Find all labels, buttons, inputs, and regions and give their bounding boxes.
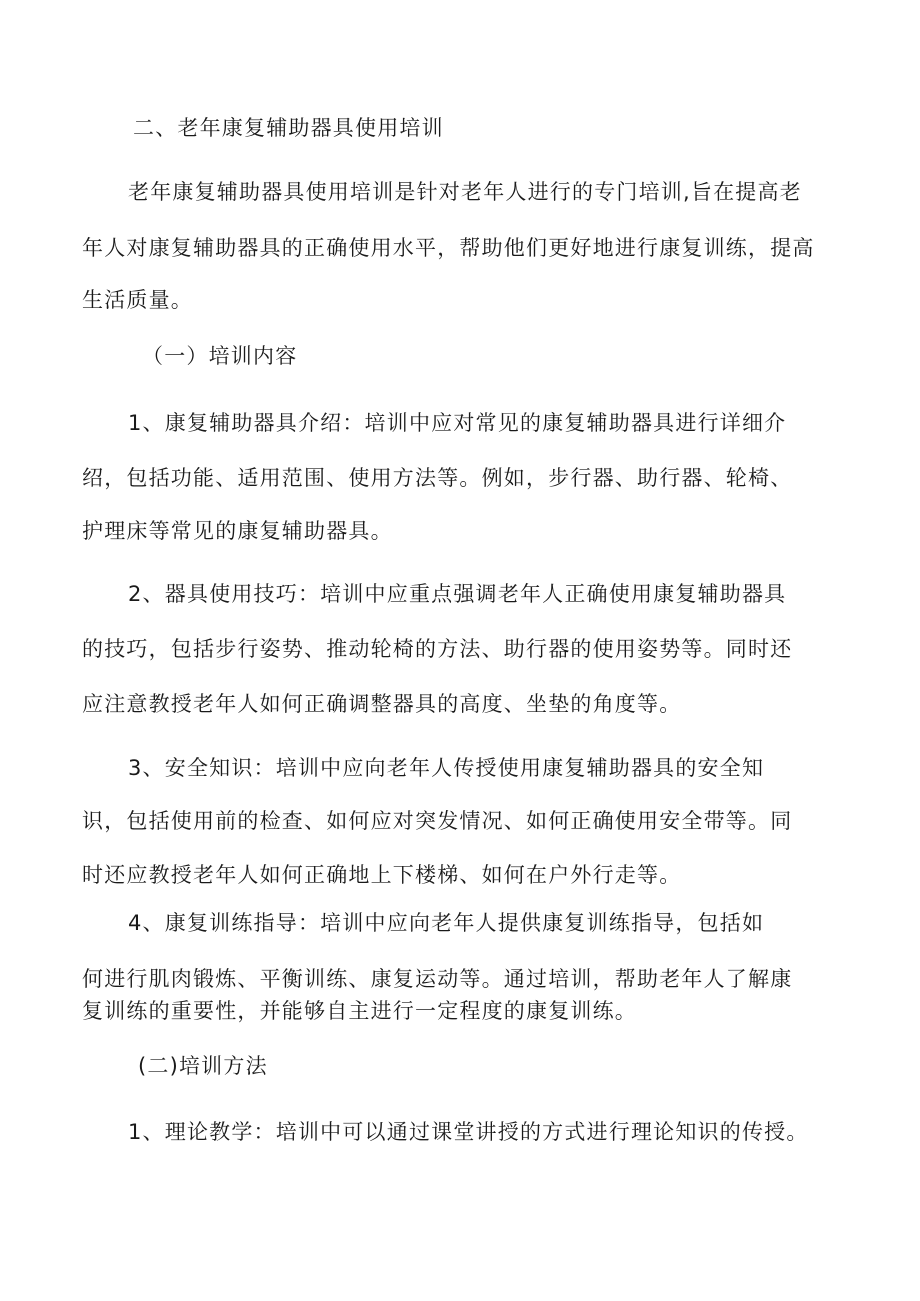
item1-line-1: 1、康复辅助器具介绍：培训中应对常见的康复辅助器具进行详细介	[128, 411, 787, 435]
intro-line-3: 生活质量。	[82, 288, 193, 312]
item4-line-3: 复训练的重要性，并能够自主进行一定程度的康复训练。	[82, 999, 637, 1023]
intro-line-1: 老年康复辅助器具使用培训是针对老年人进行的专门培训,旨在提高老	[128, 180, 802, 204]
item2-line-1: 2、器具使用技巧：培训中应重点强调老年人正确使用康复辅助器具	[128, 582, 787, 606]
item5-line-1: 1、理论教学：培训中可以通过课堂讲授的方式进行理论知识的传授。	[128, 1120, 809, 1144]
item2-line-2: 的技巧，包括步行姿势、推动轮椅的方法、助行器的使用姿势等。同时还	[82, 637, 793, 661]
intro-line-2: 年人对康复辅助器具的正确使用水平，帮助他们更好地进行康复训练，提高	[82, 236, 815, 260]
subsection-title-method: (二)培训方法	[138, 1054, 268, 1078]
item2-line-3: 应注意教授老年人如何正确调整器具的高度、坐垫的角度等。	[82, 692, 682, 716]
item4-line-2: 何进行肌肉锻炼、平衡训练、康复运动等。通过培训，帮助老年人了解康	[82, 967, 793, 991]
item4-line-1: 4、康复训练指导：培训中应向老年人提供康复训练指导，包括如	[128, 911, 765, 935]
subsection-title-content: （一）培训内容	[142, 344, 298, 368]
item1-line-3: 护理床等常见的康复辅助器具。	[82, 519, 393, 543]
item1-line-2: 绍，包括功能、适用范围、使用方法等。例如，步行器、助行器、轮椅、	[82, 466, 793, 490]
section-title: 二、老年康复辅助器具使用培训	[133, 116, 444, 140]
item3-line-1: 3、安全知识：培训中应向老年人传授使用康复辅助器具的安全知	[128, 756, 765, 780]
item3-line-3: 时还应教授老年人如何正确地上下楼梯、如何在户外行走等。	[82, 863, 682, 887]
item3-line-2: 识，包括使用前的检查、如何应对突发情况、如何正确使用安全带等。同	[82, 809, 793, 833]
